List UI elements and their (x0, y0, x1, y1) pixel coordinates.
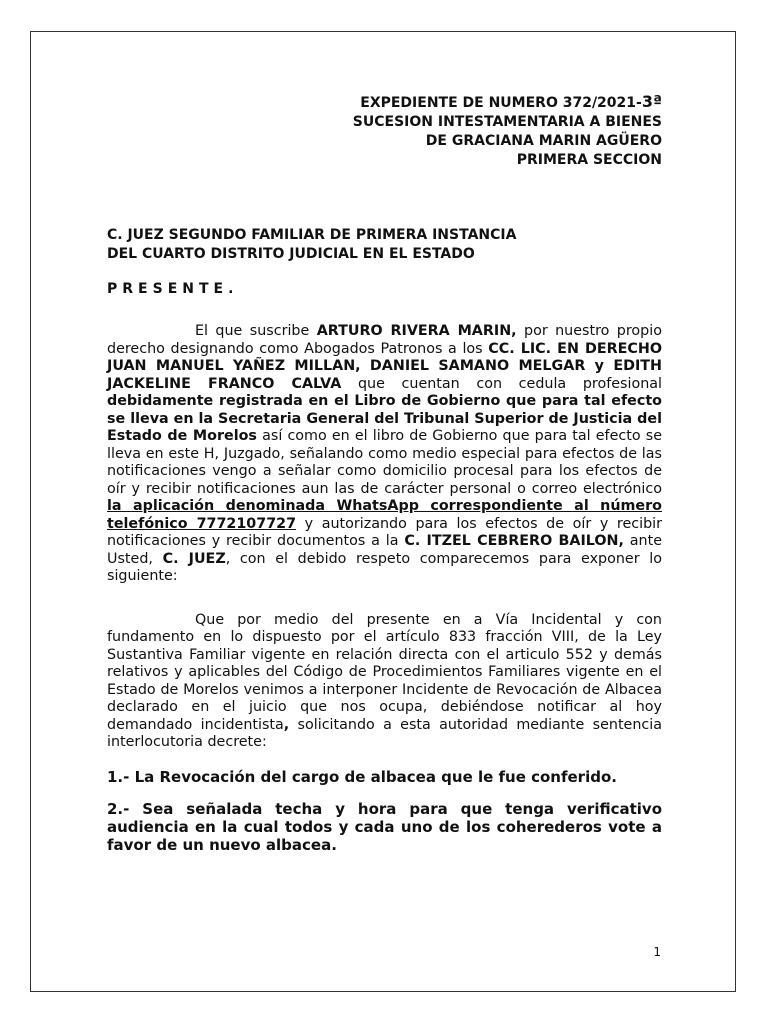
p1-text-5: y autorizando para los efectos de oír y recibir notificaciones y recibir documentos a la (107, 515, 662, 549)
addressee-line-1: C. JUEZ SEGUNDO FAMILIAR DE PRIMERA INSTANCIA (107, 227, 517, 243)
p1-text-1: El que suscribe (195, 323, 317, 339)
p1-bold-5: C. JUEZ (162, 550, 226, 567)
p2-text-1: Que por medio del presente en a Vía Incidental y con fundamento en lo dispuesto por el artículo 833 fracción VIII, de la Ley Sustantiva Familiar vigente en relación directa con el articulo 552 y demás relativos y aplicables del Código de Procedimientos Familiares vigente en el Estado de Morelos venimos a interponer Incidente de Revocación de Albacea declarado en el juicio que nos ocupa, debiéndose notificar al hoy demandado incidentista (107, 611, 662, 733)
petition-item-2: 2.- Sea señalada techa y hora para que tenga verificativo audiencia en la cual todos y cada uno de los coherederos vote a favor de un nuevo albacea. (107, 799, 662, 854)
p1-bold-3: debidamente registrada en el Libro de Gobierno que para tal efecto se lleva en la Secretaria General del Tribunal Superior de Justicia del Estado de Morelos (107, 393, 662, 444)
p1-text-4: así como en el libro de Gobierno que para tal efecto se lleva en este H, Juzgado, señalando como medio especial para efectos de las notificaciones vengo a señalar como domicilio procesal para los efectos de oír y recibir notificaciones aun las de carácter personal o correo electrónico (107, 428, 662, 497)
addressee-line-2: DEL CUARTO DISTRITO JUDICIAL EN EL ESTADO (107, 246, 475, 262)
paragraph-introduction (107, 323, 662, 586)
presente-heading: PRESENTE. (107, 281, 239, 297)
case-section-mark: 3ª (641, 92, 662, 111)
case-type-line: SUCESION INTESTAMENTARIA A BIENES (352, 114, 662, 130)
case-number-line (107, 92, 662, 113)
addressee-block (107, 226, 662, 264)
p1-text-3: que cuentan con cedula profesional (341, 375, 662, 392)
p1-text-7: , con el debido respeto comparecemos para exponer lo siguiente: (107, 550, 662, 584)
p1-bold-2: CC. LIC. EN DERECHO JUAN MANUEL YAÑEZ MILLAN, DANIEL SAMANO MELGAR y EDITH JACKELINE FRANCO CALVA (107, 340, 662, 392)
document-content (107, 92, 662, 854)
petition-item-1: 1.- La Revocación del cargo de albacea que le fue conferido. (107, 767, 617, 786)
case-section-line: PRIMERA SECCION (516, 152, 662, 168)
p1-text-2: por nuestro propio derecho designando como Abogados Patronos a los (107, 323, 662, 357)
case-subject-line: DE GRACIANA MARIN AGÜERO (425, 133, 662, 149)
p1-underlined-1: la aplicación denominada WhatsApp correspondiente al número telefónico 7772107727 (107, 498, 662, 532)
p2-bold-1: , (283, 716, 290, 733)
p1-bold-4: C. ITZEL CEBRERO BAILON, (404, 533, 624, 549)
p1-text-6: ante Usted, (107, 533, 662, 567)
paragraph-request (107, 612, 662, 752)
p2-text-2: solicitando a esta autoridad mediante sentencia interlocutoria decrete: (107, 716, 663, 750)
p1-bold-1: ARTURO RIVERA MARIN, (316, 323, 517, 339)
case-number: EXPEDIENTE DE NUMERO 372/2021- (360, 95, 642, 111)
page-number: 1 (653, 945, 661, 959)
case-header (107, 92, 662, 170)
document-page (30, 31, 736, 992)
